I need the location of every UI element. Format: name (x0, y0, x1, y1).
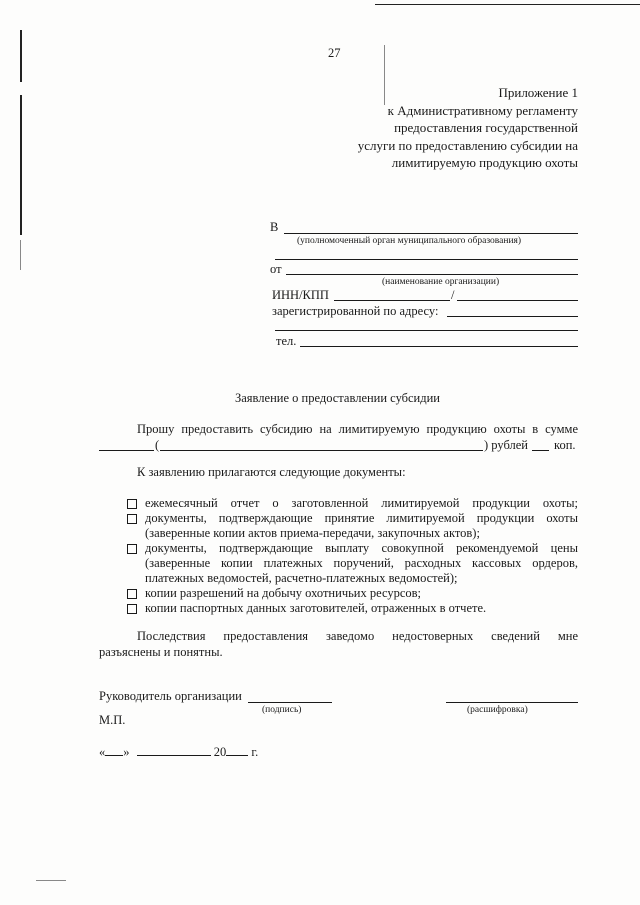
document-text: (заверенные копии платежных поручений, расходных кассовых ордеров, (145, 556, 578, 570)
document-item (127, 586, 578, 601)
document-item (127, 496, 578, 511)
date-day-field[interactable] (105, 744, 123, 756)
decode-caption: (расшифровка) (467, 705, 528, 715)
address-field-line-2[interactable] (275, 330, 578, 331)
amount-words-line[interactable] (160, 450, 483, 451)
phone-label: тел. (276, 334, 297, 348)
appendix-line: предоставления государственной (394, 120, 578, 135)
address-field-line[interactable] (447, 316, 578, 317)
to-caption: (уполномоченный орган муниципального образования) (297, 236, 522, 246)
stamp-label: М.П. (99, 713, 126, 727)
signature-line[interactable] (248, 702, 332, 703)
document-text: копии разрешений на добычу охотничьих ресурсов; (145, 586, 422, 600)
address-label: зарегистрированной по адресу: (272, 304, 439, 318)
date-year-field[interactable] (226, 744, 248, 756)
to-field-line[interactable] (284, 233, 578, 234)
inn-label: ИНН/КПП (272, 288, 329, 302)
appendix-block (300, 84, 578, 172)
amount-kop-line[interactable] (532, 450, 549, 451)
document-checkbox[interactable] (127, 514, 137, 524)
date-row (99, 744, 258, 760)
document-item (127, 541, 578, 586)
date-month-field[interactable] (137, 744, 211, 756)
document-text: документы, подтверждающие принятие лимитируемой продукции охоты (145, 511, 578, 525)
decode-line[interactable] (446, 702, 578, 703)
appendix-line: Приложение 1 (498, 85, 578, 100)
date-year-prefix: 20 (213, 745, 227, 759)
document-checkbox[interactable] (127, 499, 137, 509)
consequences-text-2: разъяснены и понятны. (99, 645, 223, 659)
document-text: копии паспортных данных заготовителей, отраженных в отчете. (145, 601, 487, 615)
document-checkbox[interactable] (127, 604, 137, 614)
kpp-field-line[interactable] (457, 300, 578, 301)
document-item (127, 601, 578, 616)
scan-bottom-mark (36, 880, 66, 881)
scan-edge-mark (20, 240, 21, 270)
document-checkbox[interactable] (127, 589, 137, 599)
date-year-suffix: г. (251, 745, 259, 759)
scan-top-rule (375, 4, 640, 5)
attachments-intro: К заявлению прилагаются следующие документы: (137, 465, 406, 479)
document-text: документы, подтверждающие выплату совокупной рекомендуемой цены (145, 541, 578, 555)
appendix-line: к Административному регламенту (387, 102, 578, 118)
phone-field-line[interactable] (300, 346, 578, 347)
head-label: Руководитель организации (99, 689, 242, 703)
from-caption: (наименование организации) (382, 277, 500, 287)
consequences-text: Последствия предоставления заведомо недостоверных сведений мне (137, 629, 578, 643)
amount-open-paren: ( (155, 438, 160, 452)
request-text: Прошу предоставить субсидию на лимитируемую продукцию охоты в сумме (137, 422, 578, 436)
to-prefix: В (270, 220, 279, 234)
appendix-line: лимитируемую продукцию охоты (391, 155, 578, 170)
document-text: платежных ведомостей, расчетно-платежных ведомостей); (145, 571, 458, 585)
date-close-quote: » (123, 745, 130, 759)
from-prefix: от (270, 262, 282, 276)
amount-rubles: ) рублей (484, 438, 528, 452)
scan-edge-mark (20, 95, 22, 235)
inn-separator: / (451, 288, 455, 302)
scan-edge-mark (20, 30, 22, 82)
inn-field-line[interactable] (334, 300, 450, 301)
date-open-quote: « (99, 745, 106, 759)
amount-kop: коп. (554, 438, 576, 452)
from-field-line[interactable] (286, 274, 578, 275)
document-text: ежемесячный отчет о заготовленной лимитируемой продукции охоты; (145, 496, 578, 510)
document-text: (заверенные копии актов приема-передачи, закупочных актов); (145, 526, 480, 540)
amount-digits-line[interactable] (99, 450, 154, 451)
document-checkbox[interactable] (127, 544, 137, 554)
signature-caption: (подпись) (262, 705, 302, 715)
to-field-line-2[interactable] (275, 259, 578, 260)
page-number: 27 (328, 46, 341, 60)
appendix-line: услуги по предоставлению субсидии на (357, 137, 578, 153)
document-title: Заявление о предоставлении субсидии (235, 391, 440, 405)
documents-list (127, 496, 578, 616)
document-item (127, 511, 578, 541)
